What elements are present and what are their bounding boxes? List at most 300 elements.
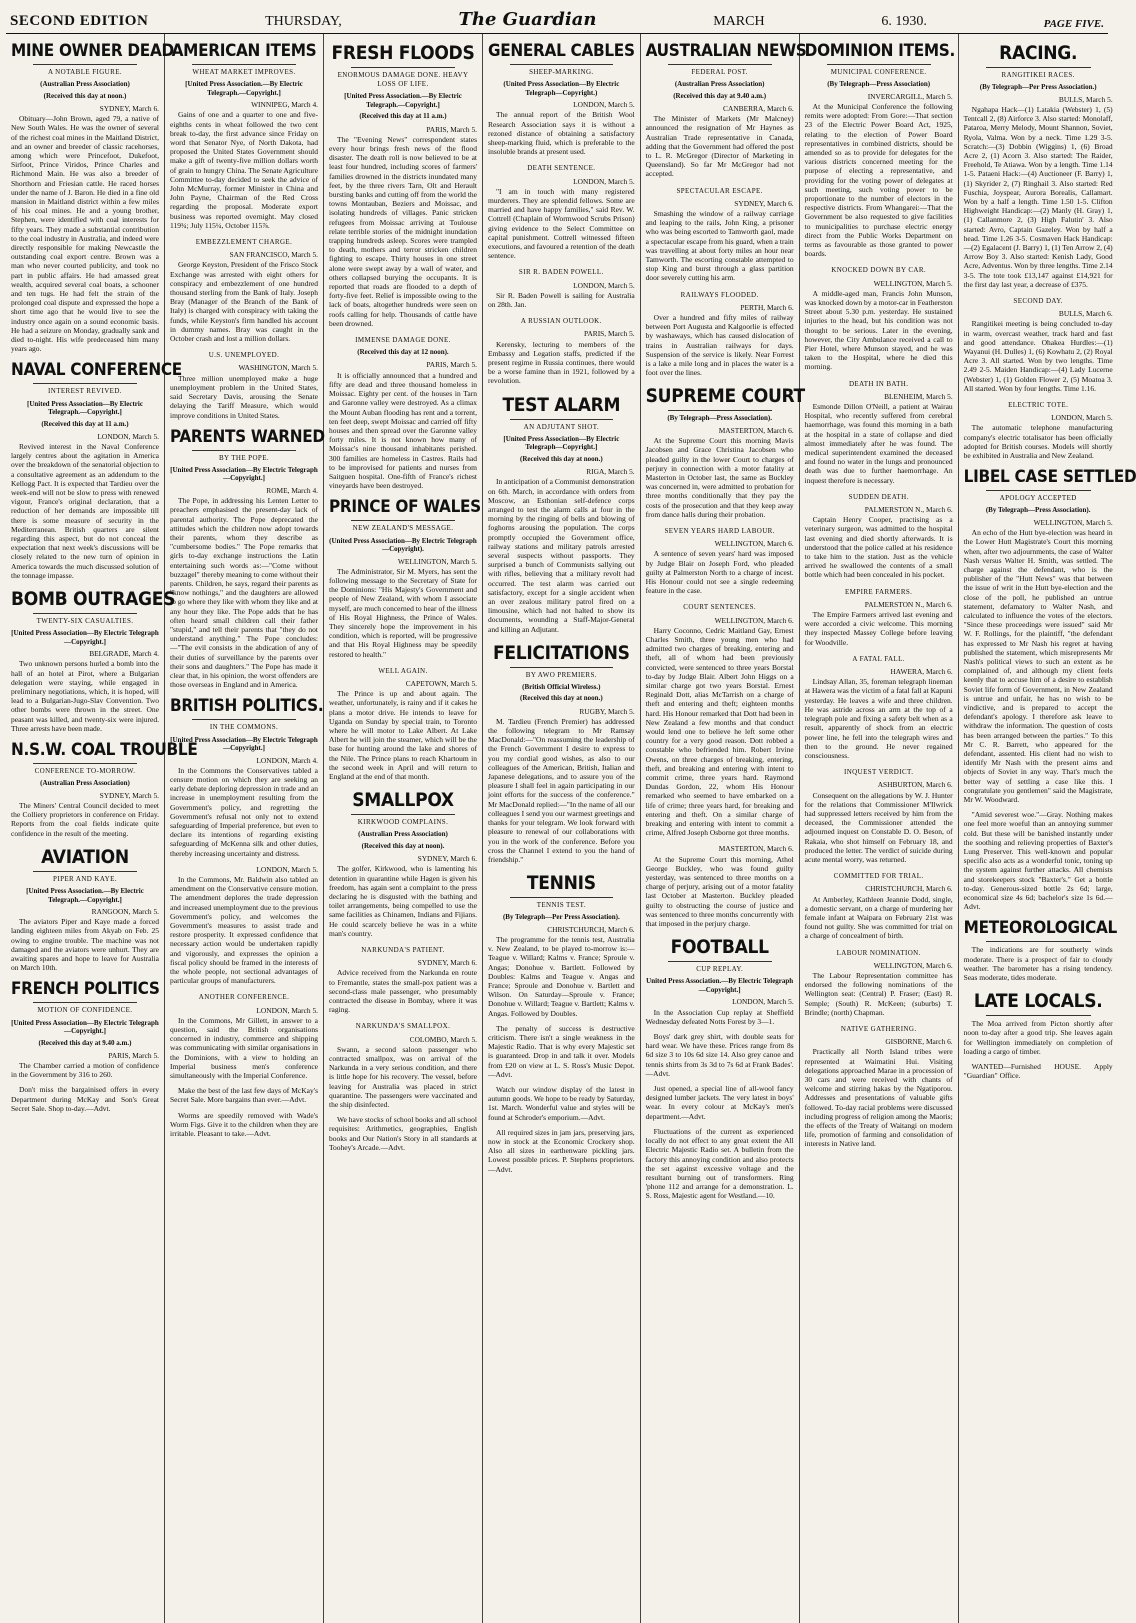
section-gap — [170, 231, 318, 235]
article — [805, 259, 953, 371]
article — [488, 1019, 635, 1079]
article — [170, 1106, 318, 1139]
article-received: (Received this day at 9.40 a.m.) — [38, 1038, 132, 1047]
article — [963, 467, 1136, 805]
article-credit: [United Press Association—By Electric Telegraph—Copyright.] — [170, 465, 318, 483]
headline-rule — [510, 64, 613, 65]
article-dateline: LONDON, March 5. — [573, 280, 635, 290]
article-body: In the Commons, Mr Gillett, in answer to a question, said the British organisations concerned in industry, commerce and shipping was communicating with similar organisations in the Dominions, with a view to holding an Imperial business men's conference simultaneously with the Imperial Conference. — [170, 1015, 318, 1081]
headline-rule — [33, 383, 137, 384]
article-headline: BRITISH POLITICS. — [170, 696, 324, 717]
article-body: An echo of the Hutt bye-election was heard in the Lower Hutt Magistrate's Court this morning when, after two adjournments, the case of Walter Nash versus Walter H. Smith, was settled. The charge against the defendant, who is the publisher of the "Hutt News" was that between the issue of writ in the Hutt bye-election and the close of the poll, he published an untrue statement, defamatory to Walter Nash, and calculated to influence the votes of the electors. "Since these proceedings were issued" said Mr W. F. Rollings, for the plaintiff, "the defendant has expressed to Mr Nash his regret at having published the statement, which misrepresents Mr Nash's political views to such an extent as he complained of, and although my client feels keenly that to accuse him of a desire to establish Soviet life form of Government, in New Zealand is untrue and unfair, he has no wish to be vindictive, and is prepared to accept the defendant's apology. I therefore ask leave to withdraw the information. The question of costs has been arranged between the parties." To this Mr C. R. Barrett, who appeared for the defendant, assented. His client had no wish to identify Mr Nash with the present aims and objects of Soviet in any way. That's much the better way of settling a case like this. I congratulate you gentlemen" said the Magistrate, Mr W. Woodward. — [963, 528, 1113, 805]
article-headline: SUPREME COURT — [645, 385, 805, 408]
article-dateline: PARIS, March 5. — [426, 124, 477, 134]
article — [488, 394, 635, 634]
section-gap — [488, 1123, 635, 1127]
article-body: The Moa arrived from Picton shortly after noon to-day after a good trip. She leaves again for Wellington immediately on completion of loading a cargo of timber. — [963, 1019, 1113, 1056]
article — [488, 261, 635, 309]
article — [11, 846, 159, 973]
article-dateline: SYDNEY, March 6. — [99, 103, 159, 113]
article-credit: [United Press Association.—By Electric Telegraph.—Copyright.] — [185, 80, 303, 97]
article-body: It is officially announced that a hundred and fifty are dead and three thousand homeless in Moissac. Eighty per cent. of the houses in Tarn and Garonne valley were destroyed. As a climax the Mount Auban flooding has rent and a torrent, ten feet deep, swept Moissac and carried off fifty houses and then spread over the Garonne valley forty miles. It is not known how many of Moissac's nine thousand inhabitants perished. 300 families are homeless in Castres. Rails had to be improvised for patients and nurses from Saitguen hospital. One-fifth of France's richest vineyards have been destroyed. — [329, 370, 477, 491]
section-gap — [805, 259, 953, 263]
article — [488, 1080, 635, 1122]
article-headline: FRENCH POLITICS — [11, 979, 160, 1000]
article-dateline: BULLS, March 6. — [1058, 309, 1113, 319]
article — [963, 918, 1117, 983]
article-body: We have stocks of school books and all school requisites: Arithmetics, geographies, English books and Our Nation's Story in all standards at Toohey's Arcade.—Advt. — [329, 1115, 477, 1152]
section-gap — [805, 648, 953, 652]
article-body: Kerensky, lecturing to members of the Embassy and Legation staffs, predicted if the present regime in Russia continues, there would be a worse famine than in 1921, followed by a revolution. — [488, 339, 635, 386]
section-gap — [329, 329, 477, 333]
month: MARCH — [713, 14, 765, 29]
article-subhead: INTEREST REVIVED. — [48, 387, 122, 396]
section-gap — [488, 157, 635, 161]
article-dateline: WASHINGTON, March 5. — [238, 363, 318, 373]
article-subhead: SEVEN YEARS HARD LABOUR. — [664, 526, 775, 535]
article-credit: (By Telegraph—Press Association) — [827, 80, 931, 89]
article-dateline: MASTERTON, March 6. — [718, 844, 794, 854]
article — [805, 373, 953, 485]
article-dateline: LONDON, March 5. — [573, 176, 635, 186]
column-5 — [641, 34, 807, 1623]
article-subhead: U.S. UNEMPLOYED. — [208, 351, 280, 360]
section-gap — [805, 761, 953, 765]
article-subhead: NATIVE GATHERING. — [840, 1024, 917, 1033]
article — [329, 939, 477, 1014]
section-gap — [646, 180, 794, 184]
article-dateline: WELLINGTON, March 6. — [714, 539, 794, 549]
article-body: Just opened, a special line of all-wool fancy designed lumber jackets. The very latest in boys' wear. In every colour at McKay's men's department.—Advt. — [645, 1084, 794, 1121]
article-subhead: EMPIRE FARMERS. — [845, 587, 913, 596]
article — [805, 581, 953, 647]
section-gap — [964, 1057, 1113, 1061]
article — [646, 180, 794, 283]
article — [488, 42, 635, 156]
article-credit: (Australian Press Association) — [358, 830, 448, 839]
article-credit: (By Telegraph—Press Association). — [985, 506, 1091, 515]
section-gap — [964, 805, 1113, 809]
article-received: (Received this day at noon). — [361, 841, 445, 850]
column-4 — [483, 34, 641, 1623]
article-credit: [United Press Association.—By Electric Telegraph.—Copyright.] — [344, 92, 462, 109]
article-headline: RACING. — [999, 42, 1078, 64]
article — [964, 805, 1113, 911]
article-headline: GENERAL CABLES — [488, 41, 635, 61]
article-body: Revived interest in the Naval Conference largely centres about the agitation in America over the breakdown of the senatorial objection to a consultative agreement as an addendum to the Kellogg Pact. It is expected that Tardieu over the week-end will not be slow to press with renewed vigour, France's original declaration, that a reduction of her demands are impossible till there is some measure of security in the Mediterranean. British quarters are silent regarding this aspect, but do not conceal the expectation that next week's discussions will be closely related to the new turn of opinion in America towards the much discussed solution of the tonnage impasse. — [11, 442, 159, 580]
article-subhead: COURT SENTENCES. — [683, 603, 757, 612]
section-gap — [170, 859, 318, 863]
article-headline: PRINCE OF WALES — [329, 497, 481, 518]
section-gap — [805, 942, 953, 946]
article-dateline: SYDNEY, March 6. — [734, 198, 794, 208]
article-body: The penalty of success is destructive criticism. There isn't a single weakness in the Majestic Radio. That is why every Majestic set is guaranteed. Drop in and talk it over. Models from £20 on view at L. S. Ross's Music Depot.—Advt. — [488, 1023, 635, 1079]
article-credit: [United Press Association—By Electric Telegraph—Copyright.] — [11, 629, 159, 646]
headline-rule — [33, 64, 137, 65]
article-headline: N.S.W. COAL TROUBLE — [11, 740, 198, 761]
article-subhead: DEATH SENTENCE. — [527, 164, 596, 173]
article-body: In the Commons, Mr. Baldwin also tabled an amendment on the Conservative censure motion. The amendment deplores the trade depression and increased unemployment due to the previous Government's policy, and welcomes the Government's measures to assist trade and restore prosperity. It expressed confidence that necessary action would be undertaken rapidly and vigorously, and expresses the opinion a fiscal policy should be framed in the interests of the whole people, not sectional advantages of particular groups of manufacturers. — [170, 875, 318, 986]
section-gap — [805, 373, 953, 377]
article-body: Captain Henry Cooper, practising as a veterinary surgeon, was admitted to the hospital last evening and died shortly afterwards. It is understood that the police called at his residence to take him to the station. Just as the vehicle arrived he swallowed the contents of a small bottle which had been concealed in his pocket. — [804, 515, 953, 580]
article-subhead: CUP REPLAY. — [696, 965, 744, 974]
article-dateline: WINNIPEG, March 4. — [251, 100, 318, 110]
article-body: In the Commons the Conservatives tabled a censure motion on which they are seeking an early debate deploring depression in trade and an increase in unemployment resulting from the Government's policy, and regretting the Government's refusal not only not to extend safeguarding of Imperial preference, but even to declare its intentions of regarding existing safeguarding of McKenna silk and other duties, thereby increasing uncertainty and distress. — [170, 765, 318, 858]
article — [11, 740, 198, 838]
article-received: (Received this day at noon.) — [43, 91, 127, 100]
article-subhead: A FATAL FALL. — [852, 654, 905, 663]
article — [329, 42, 477, 328]
section-gap — [170, 1081, 318, 1085]
article-credit: United Press Association.—By Electric Telegraph—Copyright.] — [646, 977, 794, 994]
article-body: The automatic telephone manufacturing company's electric totalisator has been officially adopted for British courses. Models will shortly be exhibited in Australia and New Zealand. — [963, 423, 1113, 461]
article-received: (Received this day at 9.40 a.m.) — [673, 91, 767, 100]
article — [170, 696, 324, 858]
article-headline: NAVAL CONFERENCE — [11, 360, 182, 381]
article-subhead: TWENTY-SIX CASUALTIES. — [36, 617, 134, 626]
article — [170, 859, 318, 986]
headline-rule — [351, 814, 455, 815]
section-gap — [329, 1110, 477, 1114]
article — [11, 1080, 159, 1113]
article-headline: LIBEL CASE SETTLED — [963, 467, 1136, 488]
article-body: At Amberley, Kathleen Jeannie Dodd, single, a domestic servant, on a charge of murdering her female infant at Waipara on February 21st was found not guilty. She was committed for trial on a charge of concealment of birth. — [804, 894, 953, 941]
article-subhead: MUNICIPAL CONFERENCE. — [830, 68, 927, 76]
article-subhead: AN ADJUTANT SHOT. — [523, 422, 600, 431]
date: 6. 1930. — [881, 14, 927, 29]
headline-rule — [351, 67, 455, 68]
article — [170, 344, 318, 419]
article-dateline: SAN FRANCISCO, March 5. — [229, 250, 318, 260]
article-body: The Prince is up and about again. The weather, unfortunately, is rainy and if it cakes he plans a motor drive. He intends to leave for Uganda on Sunday by special train, to Toronto where he will motor to Lake Albert. At Lake Albert he will join the steamer, which will be the base for hunting around the lake and shores of the Nile. The Prince plans to reach Khartoum in the second week in April and will return to England at the end of that month. — [329, 689, 477, 781]
article-body: The aviators Piper and Kaye made a forced landing eighteen miles from Akyab on Feb. 25 owing to engine trouble. The machine was not damaged and the aviators were unhurt. They are awaiting spares and hope to leave for Australia on March 10th. — [11, 917, 159, 973]
section-gap — [488, 310, 635, 314]
section-gap — [805, 581, 953, 585]
article-headline: FRESH FLOODS — [331, 42, 475, 64]
article — [170, 231, 318, 343]
article-headline: DOMINION ITEMS. — [804, 41, 956, 61]
article-body: Fluctuations of the current as experienced locally do not effect to any great extent the All Electric Majestic Radio set. A bulletin from the factory this annoying condition and also protects the set against excessive voltage and the resultant burning out of transformers. Ring 'phone 112 and arrange for a demonstration. L. S. Ross, Majestic agent for Westland.—10. — [645, 1126, 794, 1201]
article-dateline: ROME, March 4. — [266, 485, 318, 495]
article-body: Obituary—John Brown, aged 79, a native of New South Wales. He was the owner of several of the richest coal mines in the Maitland District, and an owner and breeder of classic racehorses, among which were Princefoot, Dukefoot, Sirfoot, Prince Viridos, Prince Charles and Richmond Main. He was also a breeder of Shorthorn and Friesian cattle. He raced horses under the name of J. Baron. He died in a fine old mansion in Maitland district within a few miles of his coal mines. He and a young brother, Stephen, were identified with coal interests for fifty years. They made a substantial contribution to the coal industry in Australia, and indeed were directly responsible for making Newcastle the outstanding coal export centre. Brown was a man who never courted publicity, and took no part in public affairs. He had amassed great wealth, acquired several coal boats, a schooner and ten tugs. He had felt the strain of the prolonged coal dispute and expressed the hope a short time ago that he would live to see the industry once again on a sound economic basis. He had a seizure on Monday, gradually sank and died to-night. His wife predeceased him many years ago. — [11, 114, 159, 354]
article-body: "I am in touch with many registered murderers. They are splendid fellows. Some are married and have happy families," said Rev. W. Cottrell (Chaplain of Wormwood Scrubs Prison) giving evidence to the Select Committee on capital punishment. Cottrell witnessed fifteen executions, and favoured a retention of the death sentence. — [488, 186, 635, 261]
article — [645, 385, 805, 519]
article — [805, 942, 953, 1017]
article — [170, 426, 325, 690]
article — [646, 284, 794, 378]
article-headline: FOOTBALL — [670, 936, 769, 959]
article-dateline: INVERCARGILL, March 5. — [867, 91, 953, 101]
headline-rule — [510, 897, 613, 898]
article — [329, 1110, 477, 1152]
article-subhead: ELECTRIC TOTE. — [1008, 401, 1069, 409]
article-headline: TENNIS — [526, 872, 596, 895]
article — [964, 990, 1113, 1056]
article-body: Esmonde Dillon O'Neill, a patient at Wairau Hospital, who recently suffered from cerebral haemorrhage, was found this morning in a bath at the hospital in a state of collapse and died almost immediately after he was found. The medical superintendent examined the deceased and found no water in the lungs and pronounced death was due to further haemorrhage. An inquest therefore is necessary. — [804, 402, 953, 485]
article-headline: PARENTS WARNED — [170, 426, 325, 447]
article-body: In anticipation of a Communist demonstration on 6th. March, in accordance with orders from Moscow, an Esthonian self-defence corps arranged to test the alarm calls at four in the morning by the ringing of bells and blowing of foghorns arousing the population. The corps promptly occupied the Government office, railway stations and military patrols arrested several suspects without passports. They surprised a bunch of Communists sallying out with rifles, believing that a military revolt had occurred. The test alarm was carried out satisfactory, except for a single accident when an over zealous military patrol fired on a limousine, which had not halted to show its documents, wounding a Staff-Major-General and killing an Adjutant. — [488, 477, 635, 634]
article-dateline: SYDNEY, March 5. — [99, 790, 159, 800]
section-gap — [170, 1106, 318, 1110]
article-body: Lindsay Allan, 35, foreman telegraph lineman at Hawera was the victim of a fatal fall at Kapuni yesterday. He leaves a wife and three children. He was astride across an arm at the top of a telegraph pole and fixing a safety belt when as a result, apparently of shock from an electric power line, he fell into the telegraph wires and then to the ground. He never regained consciousness. — [804, 677, 953, 760]
article-dateline: LONDON, March 5. — [256, 1005, 318, 1015]
article-credit: (United Press Association—By Electric Telegraph—Copyright). — [329, 536, 477, 554]
article-credit: [United Press Association—By Electric Telegraph.—Copyright.] — [27, 399, 143, 417]
article-dateline: WELLINGTON, March 5. — [873, 278, 953, 288]
section-gap — [646, 1027, 794, 1031]
article-body: At the Supreme Court this morning Mavis Jacobsen and Grace Christina Jacobsen who pleaded guilty in the lower Court to charges of perjury in connection with a motor fatality at Masterton in October last, the same as Buckley was concerned in, were admitted to probation for three months conditionally that they pay the costs of the prosecution and that they keep away from dance halls during their probation. — [645, 436, 794, 519]
article — [645, 41, 807, 179]
article-subhead: LABOUR NOMINATION. — [836, 948, 921, 957]
article-dateline: RIGA, March 5. — [586, 467, 635, 477]
article-body: Boys' dark grey shirt, with double seats for hard wear. We have these. Prices range from 8s 6d size 3 to 10s 6d size 14. Also grey canoe and tennis shirts from 3s 3d to 7s 6d at Frank Bades'.—Advt. — [645, 1032, 794, 1078]
article-dateline: RUGBY, March 5. — [579, 706, 635, 716]
headline-rule — [192, 719, 296, 720]
article-subhead: SHEEP-MARKING. — [529, 68, 594, 76]
article-body: George Keyston, President of the Frisco Stock Exchange was arrested with eight others for conspiracy and embezzlement of one hundred thousand sterling from the Bank of Italy. Joseph Bray (Manager of the Branch of the Bank of Italy) is charged with conspiracy with taking the funds, while Keyston's firm handled his account in dummy names. Bray was caught in the October crash and lost a million dollars. — [170, 260, 318, 344]
article-body: The Empire Farmers arrived last evening and were accorded a civic welcome. This morning they inspected Massey College before leaving for Woodville. — [804, 610, 953, 647]
article-dateline: PARIS, March 5. — [584, 329, 635, 339]
article-headline: TEST ALARM — [502, 393, 621, 416]
page-label: PAGE FIVE. — [1043, 18, 1104, 30]
article-body: In the Association Cup replay at Sheffield Wednesday defeated Notts Forest by 3—1. — [645, 1007, 794, 1026]
section-gap — [805, 865, 953, 869]
article — [329, 660, 477, 781]
article-dateline: LONDON, March 5. — [97, 431, 159, 441]
headline-rule — [33, 763, 137, 764]
article-subhead: NARKUNDA'S SMALLPOX. — [355, 1022, 451, 1031]
article — [329, 789, 477, 938]
article-dateline: LONDON, March 5. — [1051, 413, 1113, 423]
section-gap — [11, 1080, 159, 1084]
section-gap — [646, 284, 794, 288]
article-headline: FELICITATIONS — [492, 641, 630, 664]
article-subhead: BY THE POPE. — [218, 453, 270, 462]
article-body: Harry Coconno, Cedric Maitland Gay, Ernest Charles Smith, three young men who had admitted two charges of breaking, entering and theft, all of whom had been previously convicted, were sentenced to three years Borstal to-day by Judge Blair. Albert John Higgs on a similar charge got two years Borstal. Ernest Reginald Dott, alias McTarrish on a charge of theft and entering and theft; eighteen months hard. His Honour remarked that Dott had been in New Zealand a few months and that conduct would lend one to believe he left some other country for a very good reason. Dott robbed a constable who befriended him. Robert Irvine Owens, on three charges of breaking, entering, theft, and breaking and entering with intent to commit crime, three years hard. Raymond Dundas Gordon, 22, whom His Honour remarked who seemed to have embarked on a life of crime; three years hard, for breaking and entering and theft. On a similar charge of breaking and entering with intent to commit a crime, Alfred Joseph Osborne got three months. — [645, 625, 794, 838]
article — [170, 42, 318, 230]
article-subhead: APOLOGY ACCEPTED — [999, 494, 1077, 503]
article-dateline: LONDON, March 5. — [732, 997, 794, 1007]
article-headline: AMERICAN ITEMS — [171, 41, 317, 61]
article-subhead: WHEAT MARKET IMPROVES. — [192, 68, 296, 76]
article-body: Two unknown persons hurled a bomb into the hall of an hotel at Pirot, where a Bulgarian delegation were staying, while engaged in preliminary negotiations, which, it is hoped, will lead to a Bulgarian-Jugo-Slav Convention. Two other bombs were thrown in the street. One peasant was killed, and twenty-six were injured. Three arrests have been made. — [11, 659, 159, 733]
article-subhead: PIPER AND KAYE. — [53, 874, 117, 883]
headline-rule — [986, 67, 1091, 68]
article-body: The Minister of Markets (Mr Malcney) announced the resignation of Mr Haynes as Australian Trade representative in Canada, adding that the Government had offered the post to L. R. McGregor (Director of Marketing in Queensland). So far Mr McGregor had not accepted. — [645, 114, 794, 179]
article-subhead: FEDERAL POST. — [691, 68, 748, 76]
paper-title: The Guardian — [458, 9, 597, 30]
article-body: At the Supreme Court this morning, Athol George Buckley, who was found guilty yesterday, was sentenced to three months on a charge of perjury, arising out of a motor fatality last October at Masterton. Buckley pleaded guilty to obstructing the course of justice and was sentenced to three months concurrently with that imposed in the perjury charge. — [645, 854, 794, 929]
section-gap — [488, 1080, 635, 1084]
article-headline: AVIATION — [41, 845, 129, 868]
article-credit: [United Press Association—By Electric Telegraph—Copyright.] — [170, 735, 318, 753]
article-subhead: KNOCKED DOWN BY CAR. — [831, 266, 927, 275]
article-body: Worms are speedily removed with Wade's Worm Figs. Give it to the children when they are irritable. Pleasant to take.—Advt. — [170, 1110, 318, 1139]
headline-rule — [192, 450, 296, 451]
headline-rule — [33, 1002, 137, 1003]
article-dateline: SYDNEY, March 6. — [417, 958, 477, 968]
article-subhead: IN THE COMMONS. — [209, 723, 279, 732]
article-subhead: BY AWO PREMIERS. — [525, 670, 597, 679]
article-body: The Miners' Central Council decided to meet the Colliery proprietors in conference on Friday. Reports from the coal fields indicate quite confidence in the result of the meeting. — [11, 800, 159, 838]
article-body: At the Municipal Conference the following remits were adopted: From Gore:—That section 23 of the Electric Power Board Act, 1925, relating to the election of Power Board representatives in combined districts, should be amended so as to provide for delegates for the various districts concerned meeting for the purpose of electing a representative, and providing for the voting power of delegates at such meeting, such voting power to be proportionate to the number of electors in the respective districts. From Whangarei:—That the Government be also requested to give facilities to municipalities to purchase electric energy direct from the Public Works Department on terms as favourable as those granted to power boards. — [804, 101, 953, 259]
article — [646, 1122, 794, 1201]
article-subhead: ENORMOUS DAMAGE DONE. HEAVY LOSS OF LIFE. — [337, 71, 469, 89]
article-body: Practically all North Island tribes were represented at Waimatini Hui. Visiting delegations approached Marae in a procession of 30 cars and were received with chants of welcome and stirring hakas by the Ngatiporou. Addresses and presentations of valuable gifts followed. To-day racial problems were discussed including progress of religion among the Maoris; the effects of the Treaty of Waitangi on modern life, promotion of farming and consolidation of interests in Native land. — [804, 1047, 953, 1149]
article — [11, 360, 182, 580]
headline-rule — [510, 419, 613, 420]
article-dateline: PALMERSTON N., March 6. — [864, 505, 953, 515]
article-credit: [United Press Association—By Electric Telegraph—Copyright.] — [11, 1018, 159, 1036]
article — [646, 1027, 794, 1078]
article-received: (Received this day at 11 a.m.) — [41, 419, 129, 428]
article-body: M. Tardieu (French Premier) has addressed the following telegram to Mr Ramsay MacDonald:—"On reassuming the leadership of the French Government I desire to express to you my cordial good wishes, as also to our colleagues of the American, British, Italian and Japanese delegations, and to assure you of the pleasure I shall feel in again participating in our joint efforts for the success of the conference." Mr MacDonald replied:—"In the name of all our colleagues I send you our warmest greetings and thanks for your telegram. We look forward with pleasure to renewal of our collaborations with you in the work of the conference. Before you cross the Channel I extend to you the hand of friendship." — [488, 716, 635, 864]
headline-rule — [668, 410, 772, 411]
article — [964, 1057, 1113, 1080]
article-credit: (By Telegraph—Per Press Association.) — [979, 83, 1097, 92]
article-dateline: WELLINGTON, March 6. — [714, 615, 794, 625]
article-body: The Chamber carried a motion of confidence in the Government by 316 to 260. — [11, 1061, 159, 1080]
article-body: The Pope, in addressing his Lenten Letter to preachers emphasised the present-day lack of parental authority. The Pope deprecated the attitudes which the children now adopt towards their parents, whom they describe as "cumbersome bodies." The Pope remarks that girls to-day exchange instructions the Latin entertaining such words as:—"Come without buzzagel" thereby meaning to come without their parents. Children, he says, regard their parents as "know nothings," and the daughters are allowed to go where they like with whom they like and at any hour they like. The Pope adds that he has often heard small children call their father "stupid," and tell their parents that "they do not understand anything." The Pope concludes:—"The evil consists in the abdication of any of their duties of surveillance by the parents over their sons and daughters." The Pope has made it clear that, in his opinion, the worst offenders are those overseas in England and in America. — [170, 496, 319, 690]
column-2 — [165, 34, 324, 1623]
article-received: (Received this day at noon.) — [520, 694, 603, 703]
article-subhead: CONFERENCE TO-MORROW. — [34, 767, 136, 776]
article-subhead: SECOND DAY. — [1013, 296, 1063, 305]
weekday: THURSDAY, — [265, 14, 342, 29]
section-gap — [964, 290, 1113, 294]
column-7 — [959, 34, 1136, 1623]
article — [488, 157, 635, 260]
article-credit: [United Press Association—By Electric Telegraph—Copyright.] — [503, 434, 620, 452]
article — [329, 1015, 477, 1109]
article-subhead: A NOTABLE FIGURE. — [47, 68, 123, 76]
article-body: Ngahapa Hack—(1) Latakia (Webster) 1, (5) Tentcall 2, (8) Airforce 3. Also started: Monolaff, Pataroa, Merry Melody, Mount Shannon, Soviet, Ryola, Valma. Won by a neck. Time 1.29 3-5. Scratch:—(3) Dobbin (Wiggins) 1, (6) Broad Acre 2, (1) Acorn 3. Also started: The Raider, Freehold, Te Atiawa. Won by a length. Time 1.14 1-5. Pataeni Hack:—(4) Auctioneer (F. Barry) 1, (1) Skyrider 2, (7) Ringhail 3. Also started: Red Fuschia, Joyspear, Aurora Borealis, Callamart. Won by a half a length. Time 1.50 1-5. Clifton Highweight Handicap:—(2) Manly (H. Gray) 1, (1) Callanmore 2, (3) High Falutin' 3. Also started: Avro, Captain Gazeley. Won by half a head. Time 1.26 3-5. Cosmaven Hack Handicap:—(2) Egalacent (J. Barry) 1, (1) Ten Arrow 2, (4) Arrow Boy 3. Also started: Kenish Lady, Good Acre, Adventus. Won by three lengths. Time 2.14 3-5. The tote took £13,147 against £14,921 for the first day last year, a decrease of £375. — [963, 104, 1113, 289]
article-dateline: BLENHEIM, March 5. — [884, 391, 953, 401]
headline-rule — [33, 871, 137, 872]
headline-rule — [986, 490, 1091, 491]
article — [11, 588, 176, 733]
article-credit: (By Telegraph—Per Press Association). — [502, 913, 620, 922]
article-headline: SMALLPOX — [352, 789, 454, 812]
article-body: Gains of one and a quarter to one and five-eighths cents in wheat followed the two cent break to-day, the first advance since Friday on word that Senator Nye, of North Dakota, had proposed the United States Government should make a gift of twenty-five million dollars worth of grain to hungry China. The Senate Agriculture Committee to-day decided to seek the advice of John McMurray, former Minister in China and John Payne, Chairman of the Red Cross regarding the proposal. Moderate export business was reported overnight. May closed 119¾; July 115¼, October 115⅞. — [170, 110, 318, 230]
columns — [6, 34, 1136, 1623]
section-gap — [805, 486, 953, 490]
section-gap — [646, 596, 794, 600]
article-subhead: RAILWAYS FLOODED. — [680, 290, 759, 299]
article-credit: (By Telegraph—Press Association). — [667, 414, 773, 423]
article-dateline: SYDNEY, March 6. — [417, 854, 477, 864]
section-gap — [805, 1018, 953, 1022]
article-headline: METEOROLOGICAL — [963, 918, 1117, 939]
article — [646, 838, 794, 928]
section-gap — [329, 660, 477, 664]
article-dateline: MASTERTON, March 6. — [718, 425, 794, 435]
article — [170, 986, 318, 1080]
article-body: Consequent on the allegations by W. J. Hunter for the relations that Commissioner M'Ilwrick had suppressed letters received by him from the deceased, the Commissioner attended the adjourned inquest on Constable D. O. Beson, of Rakaia, who shot himself on February 18, and produced the letter. The verdict of suicide during acute mental worry, was returned. — [804, 790, 953, 864]
article-received: (Received this day at 12 noon). — [357, 348, 449, 357]
article-subhead: INQUEST VERDICT. — [843, 768, 914, 777]
article-body: The annual report of the British Wool Research Association says it is without a rezoned distance of obtaining a satisfactory sheep-marking fluid, which is preferable to the insoluble brands at present used. — [488, 110, 635, 157]
article-credit: (Australian Press Association) — [674, 80, 765, 89]
article-body: A middle-aged man, Francis John Munson, was knocked down by a motor-car in Featherston Street about 5.30 p.m. yesterday. He sustained injuries to the head, but his condition was not thought to be serious. Later in the evening, however, the City Ambulance received a call to Pier Hotel, where Munson stayed, and he was taken to the Hospital, where he died this morning. — [804, 288, 953, 372]
article-dateline: PERTH, March 6. — [740, 302, 794, 312]
headline-rule — [668, 64, 772, 65]
section-gap — [329, 939, 477, 943]
article-dateline: WELLINGTON, March 6. — [873, 960, 953, 970]
article-subhead: TENNIS TEST. — [536, 901, 586, 910]
article-dateline: CHRISTCHURCH, March 6. — [865, 884, 953, 894]
article — [805, 761, 953, 864]
article — [329, 497, 481, 659]
article-body: The "Evening News" correspondent states every hour brings fresh news of the flood disaster. The death roll is now believed to be at least four hundred, including scores of farmers' families drowned in the districts inundated many feet, by the three rivers Tarn, Olt and Herault bursting banks and cutting off from the world the towns Montauban, Beziers and Moissac, and isolating hundreds of villages. Panic stricken refugees from Moissac arriving at Toulouse relate terrible stories of the midnight inundation trapping hundreds asleep. Scores were trampled to death, mothers and terror stricken children fighting to escape. Thirty houses in one street alone were swept away by a wall of water, and others collapsed burying the occupants. It is reported that roads are flooded to a depth of forty-five feet. Relief is impossible owing to the lack of boats, altogether hundreds were seen on roofs calling for help. Thousands of cattle have been drowned. — [329, 134, 477, 328]
article-body: Watch our window display of the latest in autumn goods. We hope to be ready by Saturday, 1st. March. Wonderful value and styles will be found at Schroder's emporium.—Advt. — [488, 1085, 635, 1122]
article-dateline: BULLS, March 5. — [1058, 94, 1113, 104]
article-dateline: PARIS, March 5. — [426, 360, 477, 370]
article — [488, 1123, 635, 1174]
article — [329, 329, 477, 490]
article-body: The golfer, Kirkwood, who is lamenting his detention in quarantine while Hagen is given his freedom, has again sent a complaint to the press declaring he is disgusted with the bathing and toilet arrangements, being compelled to use the same facilities as Chinamen, Indians and Fijians. He could scarcely believe he was in a white man's country. — [329, 864, 477, 938]
article-subhead: COMMITTED FOR TRIAL. — [833, 872, 924, 881]
article-headline: MINE OWNER DEAD — [11, 41, 174, 61]
article-headline: AUSTRALIAN NEWS — [645, 41, 807, 61]
section-gap — [488, 261, 635, 265]
article — [805, 648, 953, 760]
article-subhead: EMBEZZLEMENT CHARGE. — [195, 238, 293, 247]
article-subhead: NEW ZEALAND'S MESSAGE. — [352, 524, 454, 533]
headline-rule — [827, 64, 931, 65]
article-body: Rangitikei meeting is being concluded to-day in warm, overcast weather, track hard and fast and good attendance. Ohakea Hurdles:—(1) Wayanui (H. Dulles) 1, (6) Kowhatu 2, (2) Royal Acre 3. All started. Won by two lengths. Time 2.49 2-5. Maiden Handicap:—(4) Lady Lucerne (Webster) 1, (1) Golden Flower 2, (5) Moatoa 3. All started. Won by four lengths. Time 1.16. — [963, 319, 1113, 393]
article-credit: (Australian Press Association) — [40, 779, 130, 788]
article-subhead: RANGITIKEI RACES. — [1001, 71, 1075, 79]
article-dateline: GISBORNE, March 6. — [885, 1037, 953, 1047]
article-dateline: ASHBURTON, March 6. — [877, 780, 953, 790]
article — [11, 980, 159, 1079]
article-subhead: IMMENSE DAMAGE DONE. — [355, 336, 451, 345]
article-body: Over a hundred and fifty miles of railway between Port Augusta and Kalgoorlie is effected by washaways, which has caused dislocation of trains in Australian railways for days. Suspension of the service is likely. Near Forrest is a lake a mile long and in places the water is a foot over the lines. — [645, 312, 794, 378]
article — [805, 865, 953, 940]
headline-rule — [33, 613, 137, 614]
article-body: A sentence of seven years' hard was imposed by Judge Blair on Joseph Ford, who pleaded guilty at Palmerston North to a charge of incest. His Honour could not see a single redeeming feature in the case. — [645, 549, 794, 596]
article-subhead: SUDDEN DEATH. — [848, 492, 909, 501]
article — [964, 42, 1113, 289]
article-credit: (Australian Press Association) — [40, 80, 130, 89]
section-gap — [646, 520, 794, 524]
article — [804, 41, 956, 259]
article — [488, 310, 635, 385]
article — [646, 1079, 794, 1121]
article — [964, 290, 1113, 393]
article-body: The indications are for southerly winds moderate. There is a prospect of fair to cloudy weather. The barometer has a rising tendency. Seas moderate, tides moderate. — [963, 945, 1113, 983]
section-gap — [329, 1015, 477, 1019]
article — [646, 596, 794, 837]
headline-rule — [351, 520, 455, 521]
article-subhead: KIRKWOOD COMPLAINS. — [357, 818, 449, 827]
article-dateline: COLOMBO, March 5. — [409, 1034, 477, 1044]
article-body: All required sizes in jam jars, preserving jars, now in stock at the Economic Crockery shop. Also all sizes in earthenware pickling jars. Lowest possible prices. P. Stephens proprietors.—Advt. — [488, 1127, 635, 1174]
section-gap — [488, 1019, 635, 1023]
article-subhead: DEATH IN BATH. — [848, 379, 909, 388]
article-body: Swann, a second saloon passenger who contracted smallpox, was on arrival of the Narkunda in a very serious condition, and there is little hope for his recovery. The vessel, before leaving for Australia was placed in strict quarantine. The passengers were vaccinated and the ship disinfected. — [329, 1044, 477, 1109]
masthead — [6, 0, 1108, 34]
article-dateline: CANBERRA, March 6. — [723, 103, 794, 113]
article-dateline: PALMERSTON N., March 6. — [864, 599, 953, 609]
column-3 — [324, 34, 483, 1623]
article — [646, 936, 794, 1026]
article-body: The Labour Representation committee has endorsed the following nominations of the Wellington seat: (Central) P. Fraser; (East) R. Semple; (South) R. McKeen; (suburbs) T. Brindle; (north) Chapman. — [804, 970, 953, 1017]
article-subhead: NARKUNDA'S PATIENT. — [361, 945, 445, 954]
article-dateline: RANGOON, March 5. — [91, 907, 159, 916]
article-subhead: ANOTHER CONFERENCE. — [198, 993, 290, 1002]
